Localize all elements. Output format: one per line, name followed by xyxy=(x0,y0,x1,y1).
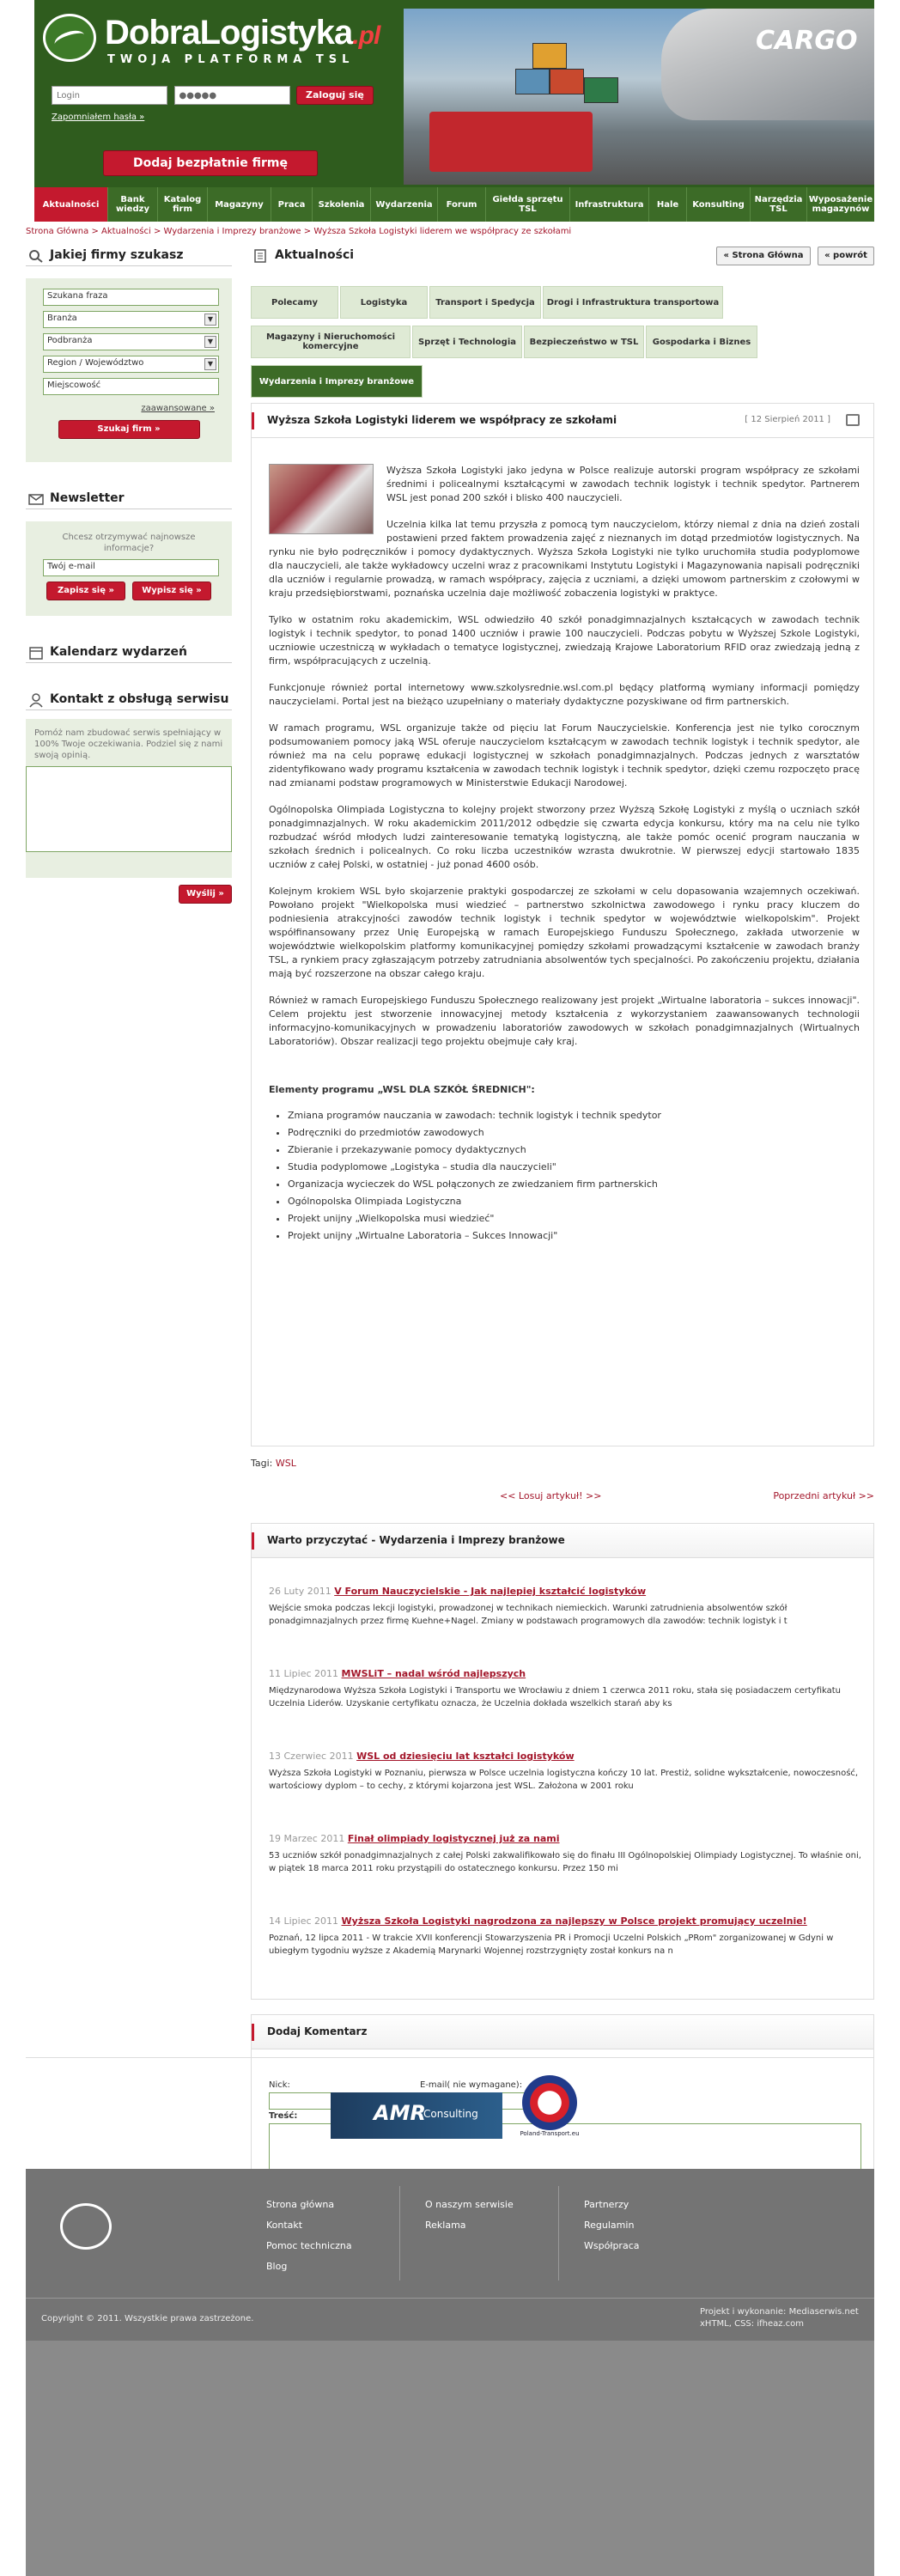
credits-code[interactable]: xHTML, CSS: ifheaz.com xyxy=(700,2319,805,2329)
partners-bar xyxy=(26,2057,874,2156)
firm-search-heading: Jakiej firmy szukasz xyxy=(26,245,232,266)
site-header xyxy=(34,0,874,219)
tag-link[interactable]: WSL xyxy=(275,1458,296,1469)
related-item: 19 Marzec 2011 Finał olimpiady logistycznej już za nami 53 uczniów szkół ponadgimnazjalnych z całej Polski zakwalifikowało się do finału III Ogólnopolskiej Olimpiady Logistycznej. To właśnie oni, w piątek 18 marca 2011 roku przystąpili do ostatecznego konkursu. Przez 150 mi xyxy=(269,1833,861,1873)
site-logo[interactable] xyxy=(43,9,438,64)
amr-consulting-logo[interactable]: AMR Consulting xyxy=(331,2092,502,2139)
article-body xyxy=(269,464,860,1246)
footer-link[interactable]: O naszym serwisie xyxy=(425,2199,514,2210)
article-title: Wyższa Szkoła Logistyki liderem we współpracy ze szkołami xyxy=(267,414,617,426)
footer-divider xyxy=(399,2186,400,2281)
logo-text: DobraLogistyka.pl xyxy=(105,14,380,52)
related-item: 14 Lipiec 2011 Wyższa Szkoła Logistyki nagrodzona za najlepszy w Polsce projekt promujący uczelnie! Poznań, 12 lipca 2011 - W trakcie XVII konferencji Stowarzyszenia PR i Promocji Uczelni Polskich „PRom" zorganizowanej w Gdyni w ubiegłym tygodniu wyższe z Akademią Marynarki Wojennej rozstrzygnięty został konkurs na n xyxy=(269,1915,834,1956)
nav-item-szkolenia[interactable]: Szkolenia xyxy=(313,187,371,222)
footer-link[interactable]: Regulamin xyxy=(584,2220,635,2231)
list-item: • Zmiana programów nauczania w zawodach: technik logistyk i technik spedytor xyxy=(288,1109,860,1123)
contact-message-textarea[interactable] xyxy=(26,766,232,852)
contact-heading: Kontakt z obsługą serwisu xyxy=(26,689,232,710)
nav-item-forum[interactable]: Forum xyxy=(438,187,486,222)
accent-bar xyxy=(252,412,254,429)
accent-bar xyxy=(252,1532,254,1550)
list-item: • Ogólnopolska Olimpiada Logistyczna xyxy=(288,1195,860,1209)
globe-icon xyxy=(43,14,96,62)
footer-col-2 xyxy=(425,2195,514,2236)
hero-cargo-text: CARGO xyxy=(756,26,858,56)
site-footer xyxy=(26,2169,874,2576)
article-header xyxy=(252,404,873,438)
document-icon xyxy=(252,248,268,264)
branch-select[interactable]: Branża ▼ xyxy=(43,311,219,328)
nav-item-praca[interactable]: Praca xyxy=(271,187,313,222)
subscribe-button[interactable]: Zapisz się » xyxy=(46,582,125,600)
footer-link[interactable]: Kontakt xyxy=(266,2220,303,2231)
related-header xyxy=(252,1524,873,1558)
breadcrumb-home[interactable]: Strona Główna xyxy=(26,227,89,236)
list-item: • Studia podyplomowe „Logistyka – studia dla nauczycieli" xyxy=(288,1160,860,1174)
calendar-icon xyxy=(27,645,45,661)
region-select[interactable]: Region / Województwo ▼ xyxy=(43,356,219,373)
random-article-link[interactable]: << Losuj artykuł! >> xyxy=(500,1490,602,1501)
nav-item-katalog-firm[interactable]: Katalog firm xyxy=(158,187,208,222)
footer-bottom xyxy=(26,2298,874,2341)
article-paragraph: W ramach programu, WSL organizuje także od pięciu lat Forum Nauczycielskie. Konferencja jest nie tylko corocznym podsumowaniem pomocy jaką WSL oferuje nauczycielom kształcącym w zawodach technik logistyk i technik spedytor, ale również ma na celu poprawę edukacji logistycznej w szkołach ponadgimnazjalnych. Podczas jednych z warsztatów zidentyfikowano wady programu kształcenia w zawodach technik logistyk i technik spedytor, dzięki czemu rozpoczęto pracę nad zmianami podstaw programowych w Ministerstwie Edukacji Narodowej. xyxy=(269,722,860,789)
search-firms-button[interactable]: Szukaj firm » xyxy=(58,420,200,439)
login-button[interactable]: Zaloguj się xyxy=(296,86,374,105)
footer-link[interactable]: Strona główna xyxy=(266,2199,335,2210)
article-paragraph: Również w ramach Europejskiego Funduszu Społecznego realizowany jest projekt „Wirtualne laboratoria – sukces innowacji". Celem projektu jest stworzenie innowacyjnej metody kształcenia z wykorzystaniem zaawansowanych technologii informacyjno-komunikacyjnych w prowadzeniu laboratoriów zawodowych w szkołach ponadgimnazjalnych (Wirtualnych Laboratoriów). Obszar realizacji tego projektu obejmuje cały kraj. xyxy=(269,995,860,1047)
advanced-search-link[interactable]: zaawansowane » xyxy=(141,404,215,413)
page-title: Aktualności xyxy=(251,245,874,267)
tab-sprzet[interactable]: Sprzęt i Technologia xyxy=(412,326,522,358)
logo-tagline: TWOJA PLATFORMA TSL xyxy=(107,53,355,66)
breadcrumb-aktualnosci[interactable]: Aktualności xyxy=(101,227,151,236)
password-input[interactable] xyxy=(174,86,290,105)
nav-item-wyposazenie[interactable]: Wyposażenie magazynów xyxy=(808,195,873,214)
chevron-down-icon: ▼ xyxy=(204,358,216,370)
firm-search-form xyxy=(26,278,232,462)
city-input[interactable]: Miejscowość xyxy=(43,378,219,395)
footer-link[interactable]: Blog xyxy=(266,2261,288,2272)
copyright: Copyright © 2011. Wszystkie prawa zastrzeżone. xyxy=(41,2314,254,2323)
tab-wydarzenia[interactable]: Wydarzenia i Imprezy branżowe xyxy=(251,365,423,398)
related-title: Warto przyczytać - Wydarzenia i Imprezy branżowe xyxy=(267,1534,565,1546)
article xyxy=(251,403,874,1446)
nick-label: Nick: xyxy=(269,2080,290,2090)
related-item: 11 Lipiec 2011 MWSLiT – nadal wśród najlepszych Międzynarodowa Wyższa Szkoła Logistyki i Transportu we Wrocławiu z dniem 1 czerwca 2011 roku, stała się posiadaczem certyfikatu Uczelnia Liderów. Uzyskanie certyfikatu oznacza, że Uczelnia dokłada wszelkich starań aby ks xyxy=(269,1668,841,1708)
breadcrumb-category[interactable]: Wydarzenia i Imprezy branżowe xyxy=(163,227,301,236)
related-articles xyxy=(251,1523,874,2000)
tab-polecamy[interactable]: Polecamy xyxy=(251,286,338,319)
article-paragraph: Funkcjonuje również portal internetowy www.szkolysrednie.wsl.com.pl będący platformą wymiany informacji pomiędzy nauczycielami. Portal jest na bieżąco uzupełniany o materiały dydaktyczne pozyskiwane od firm partnerskich. xyxy=(269,682,860,707)
container-graphic xyxy=(532,43,567,69)
footer-divider xyxy=(558,2186,559,2281)
chevron-down-icon: ▼ xyxy=(204,336,216,348)
related-item-link[interactable]: Wyższa Szkoła Logistyki nagrodzona za najlepszy w Polsce projekt promujący uczelnie! xyxy=(341,1915,807,1927)
truck-graphic xyxy=(429,112,593,172)
related-item: 26 Luty 2011 V Forum Nauczycielskie - Jak najlepiej kształcić logistyków Wejście smoka podczas lekcji logistyki, prowadzonej w technikach niemieckich. Warunki zatrudnienia absolwentów szkół ponadgimnazjalnych przez firmę Kuehne+Nagel. Zmiany w podstawach programowych dla zawodów: technik logistyk i t xyxy=(269,1586,788,1626)
nav-item-magazyny[interactable]: Magazyny xyxy=(208,187,271,222)
footer-globe-icon xyxy=(60,2203,112,2250)
tab-magazyny[interactable]: Magazyny i Nieruchomości komercyjne xyxy=(251,326,410,358)
nav-item-infrastruktura[interactable]: Infrastruktura xyxy=(570,187,649,222)
send-button[interactable]: Wyślij » xyxy=(179,885,232,904)
breadcrumb: Strona Główna > Aktualności > Wydarzenia i Imprezy branżowe > Wyższa Szkoła Logistyki liderem we współpracy ze szkołami xyxy=(26,227,572,236)
contact-text: Pomóż nam zbudować serwis spełniający w 100% Twoje oczekiwania. Podziel się z nami swoją opinią. xyxy=(34,728,223,760)
nav-item-gielda[interactable]: Giełda sprzętu TSL xyxy=(486,187,570,222)
nav-item-hale[interactable]: Hale xyxy=(649,187,687,222)
footer-link[interactable]: Partnerzy xyxy=(584,2199,629,2210)
login-form xyxy=(52,86,374,105)
newsletter-email-input[interactable]: Twój e-mail xyxy=(43,559,219,576)
breadcrumb-current[interactable]: Wyższa Szkoła Logistyki liderem we współpracy ze szkołami xyxy=(313,227,572,236)
related-item-link[interactable]: Finał olimpiady logistycznej już za nami xyxy=(347,1833,560,1844)
back-button[interactable]: « powrót xyxy=(818,247,874,265)
article-image xyxy=(269,464,374,534)
footer-link[interactable]: Reklama xyxy=(425,2220,466,2231)
elements-heading: Elementy programu „WSL DLA SZKÓŁ ŚREDNICH": xyxy=(269,1084,535,1095)
related-item: 13 Czerwiec 2011 WSL od dziesięciu lat kształci logistyków Wyższa Szkoła Logistyki w Poznaniu, pierwsza w Polsce uczelnia logistyczna kończy 10 lat. Prestiż, solidne wykształcenie, nowoczesność, wartościowy dyplom – to cechy, z którymi kojarzona jest WSL. Założona w 2001 roku xyxy=(269,1751,859,1791)
container-graphic xyxy=(584,77,618,103)
list-item: • Podręczniki do przedmiotów zawodowych xyxy=(288,1126,860,1140)
related-item-link[interactable]: WSL od dziesięciu lat kształci logistyków xyxy=(356,1751,575,1762)
email-label: E-mail( nie wymagane): xyxy=(420,2080,523,2090)
home-button[interactable]: « Strona Główna xyxy=(716,247,811,265)
footer-inner xyxy=(26,2169,874,2341)
tags: Tagi: WSL xyxy=(251,1458,296,1469)
envelope-icon xyxy=(27,491,45,507)
nav-item-aktualnosci[interactable]: Aktualności xyxy=(34,187,108,222)
comment-header xyxy=(252,2015,873,2049)
newsletter-heading: Newsletter xyxy=(26,488,232,509)
search-icon xyxy=(27,248,45,264)
container-graphic xyxy=(550,69,584,94)
previous-article-link[interactable]: Poprzedni artykuł >> xyxy=(773,1490,874,1501)
list-item: • Projekt unijny „Wirtualne Laboratoria – Sukces Innowacji" xyxy=(288,1229,860,1243)
credits-design[interactable]: Projekt i wykonanie: Mediaserwis.net xyxy=(700,2307,859,2317)
tab-drogi[interactable]: Drogi i Infrastruktura transportowa xyxy=(543,286,723,319)
unsubscribe-button[interactable]: Wypisz się » xyxy=(132,582,211,600)
nav-item-bank-wiedzy[interactable]: Bank wiedzy xyxy=(108,187,158,222)
tab-bezpieczenstwo[interactable]: Bezpieczeństwo w TSL xyxy=(524,326,644,358)
newsletter-form xyxy=(26,521,232,616)
nav-item-wydarzenia[interactable]: Wydarzenia xyxy=(371,187,438,222)
footer-link[interactable]: Pomoc techniczna xyxy=(266,2240,352,2251)
hero-banner xyxy=(404,9,874,185)
list-item: • Zbieranie i przekazywanie pomocy dydaktycznych xyxy=(288,1143,860,1157)
footer-col-1 xyxy=(266,2195,352,2277)
tab-transport[interactable]: Transport i Spedycja xyxy=(429,286,541,319)
accent-bar xyxy=(252,2024,254,2041)
main-navigation xyxy=(34,187,874,222)
search-phrase-input[interactable]: Szukana fraza xyxy=(43,289,219,306)
print-icon[interactable] xyxy=(846,414,860,426)
article-paragraph: Wyższa Szkoła Logistyki jako jedyna w Polsce realizuje autorski program współpracy ze szkołami średnimi i policealnymi kształcącymi w zawodach technik logistyk i technik spedytor. Partnerem WSL jest ponad 200 szkół i blisko 400 nauczycieli. xyxy=(386,465,860,503)
add-firm-button[interactable]: Dodaj bezpłatnie firmę xyxy=(103,150,318,176)
article-paragraph: Kolejnym krokiem WSL było skojarzenie praktyki gospodarczej ze szkołami w celu dopasowania wzajemnych oczekiwań. Powołano projekt "Wielkopolska musi wiedzieć – partnerstwo szkolnictwa zawodowego i rynku pracy kluczem do podniesienia atrakcyjności zawodów technik logistyk i technik spedytor w województwie wielkopolskim". Projekt współfinansowany przez Unię Europejską w ramach Europejskiego Funduszu Społecznego, zakłada utworzenie w województwie wielkopolskim platformy komunikacyjnej pomiędzy szkołami prowadzącymi kształcenie w zawodach branży TSL, a rynkiem pracy zgłaszającym potrzeby zatrudniania absolwentów tych specjalności. Po zakończeniu projektu, działania mają być rozszerzone na obszar całego kraju. xyxy=(269,886,860,979)
chevron-down-icon: ▼ xyxy=(204,314,216,326)
article-paragraph: Tylko w ostatnim roku akademickim, WSL odwiedziło 40 szkół ponadgimnazjalnych kształcących w zawodach technik logistyk i technik spedytor, to ponad 1400 uczniów i prawie 100 nauczycieli. Podczas pobytu w Wyższej Szkole Logistyki, uczniowie uczestniczą w wykładach o tematyce logistycznej, zwiedzają Krajowe Laboratorium RFID oraz zwiedzają jedną z firm, współpracujących z uczelnią. xyxy=(269,614,860,667)
sidebar xyxy=(26,245,232,904)
nav-item-narzedzia[interactable]: Narzędzia TSL xyxy=(751,187,807,222)
tab-logistyka[interactable]: Logistyka xyxy=(340,286,428,319)
list-item: • Projekt unijny „Wielkopolska musi wiedzieć" xyxy=(288,1212,860,1226)
related-item-link[interactable]: V Forum Nauczycielskie - Jak najlepiej kształcić logistyków xyxy=(334,1586,647,1597)
contact-icon xyxy=(27,692,45,708)
subbranch-select[interactable]: Podbranża ▼ xyxy=(43,333,219,350)
globe-icon xyxy=(522,2075,577,2130)
poland-transport-logo[interactable]: Poland-Transport.eu xyxy=(520,2075,580,2144)
footer-col-3 xyxy=(584,2195,639,2256)
article-date: [ 12 Sierpień 2011 ] xyxy=(745,415,830,424)
newsletter-question: Chcesz otrzymywać najnowsze informacje? xyxy=(62,533,196,553)
forgot-password-link[interactable]: Zapomniałem hasła » xyxy=(52,113,145,122)
tab-gospodarka[interactable]: Gospodarka i Biznes xyxy=(646,326,757,358)
elements-list xyxy=(288,1109,860,1243)
article-paragraph: Uczelnia kilka lat temu przyszła z pomocą tym nauczycielom, którzy niemal z dnia na dzień zostali postawieni przed faktem prowadzenia zajęć z nieznanych im dotąd przedmiotów logistycznych. Na rynku nie było podręczników i pomocy dydaktycznych. Wyższa Szkoła Logistyki nie tylko uruchomiła studia podyplomowe dla nauczycieli, ale także wykładowcy uczelni wraz z pracownikami Instytutu Logistyki i Magazynowania napisali podręczniki dla uczniów i regularnie prowadzą, w ramach współpracy, zajęcia z uczniami, a dzięki umowom partnerskim z czołowymi w kraju przedsiębiorstwami, poznańska uczelnia daje możliwość zobaczenia logistyki w praktyce. xyxy=(269,519,860,599)
calendar-heading[interactable]: Kalendarz wydarzeń xyxy=(26,642,232,663)
container-graphic xyxy=(515,69,550,94)
footer-link[interactable]: Współpraca xyxy=(584,2240,640,2251)
related-item-link[interactable]: MWSLiT – nadal wśród najlepszych xyxy=(341,1668,526,1679)
comment-title: Dodaj Komentarz xyxy=(267,2025,368,2037)
article-paragraph: Ogólnopolska Olimpiada Logistyczna to kolejny projekt stworzony przez Wyższą Szkołę Logistyki z myślą o uczniach szkół ponadgimnazjalnych. W roku akademickim 2011/2012 odbędzie się czwarta edycja konkursu, który ma na celu nie tylko rozbudzać wśród młodych ludzi zainteresowanie tematyką logistyczną, ale także pomóc ocenić program nauczania w szkołach średnich i policealnych. Co roku liczba uczestników wzrasta dwukrotnie. W pierwszej edycji startowało 1835 uczniów z całej Polski, w ostatniej - już ponad 4600 osób. xyxy=(269,804,860,870)
login-input[interactable] xyxy=(52,86,167,105)
contact-form xyxy=(26,719,232,878)
content-label: Treść: xyxy=(269,2111,298,2121)
list-item: • Organizacja wycieczek do WSL połączonych ze zwiedzaniem firm partnerskich xyxy=(288,1178,860,1191)
nav-item-konsulting[interactable]: Konsulting xyxy=(687,187,751,222)
